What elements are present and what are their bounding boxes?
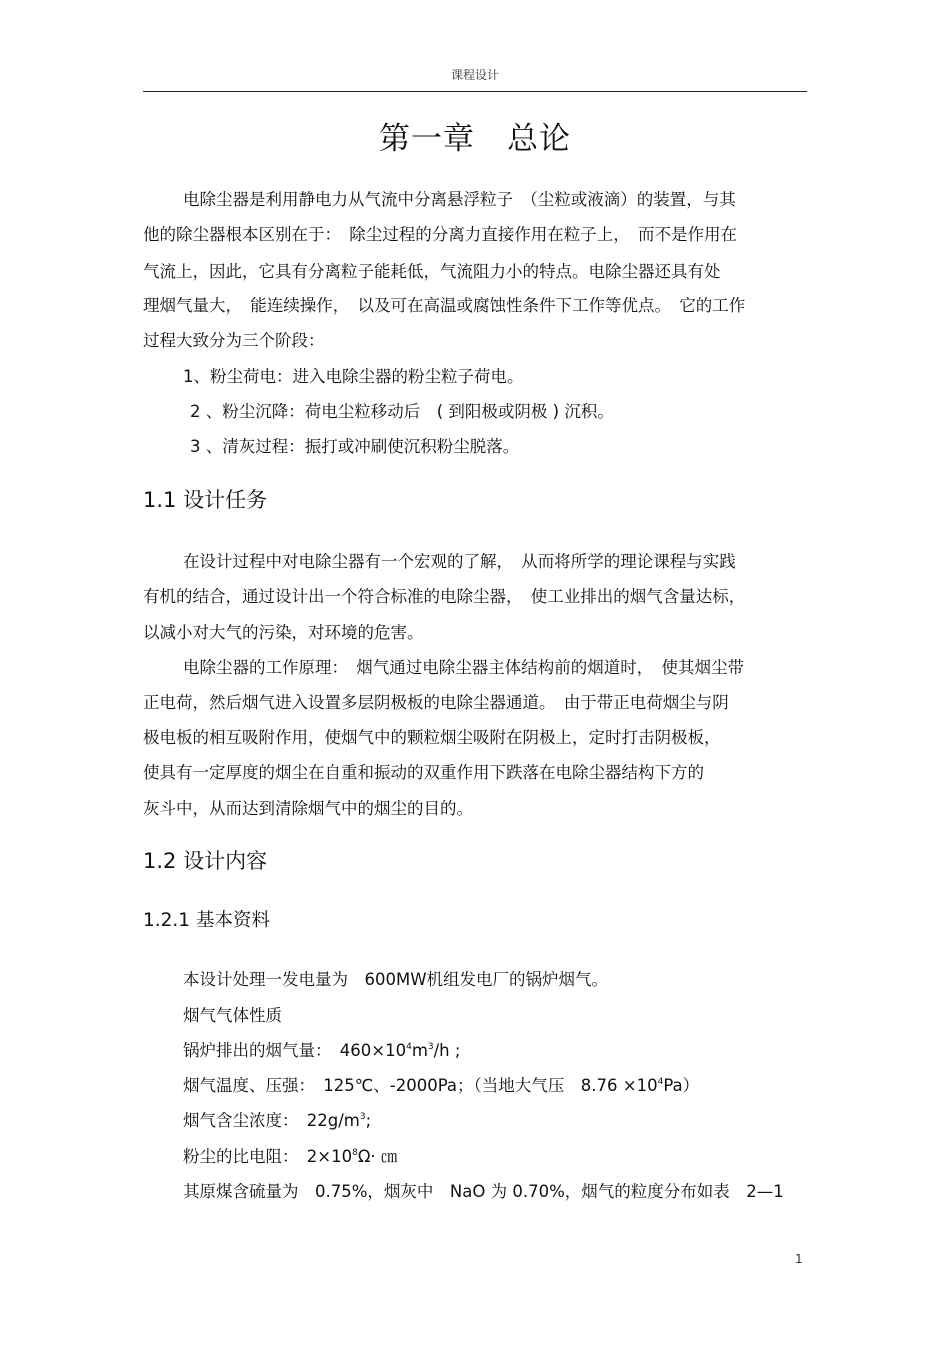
task-line-3: 以减小对大气的污染，对环境的危害。 <box>143 623 424 642</box>
principle-line-1: 电除尘器的工作原理： 烟气通过电除尘器主体结构前的烟道时， 使其烟尘带 <box>183 658 744 677</box>
data-line-gas-props: 烟气气体性质 <box>183 1006 282 1025</box>
section-1-2-title: 1.2 设计内容 <box>143 849 268 873</box>
intro-line-5: 过程大致分为三个阶段： <box>143 331 325 350</box>
task-line-1: 在设计过程中对电除尘器有一个宏观的了解， 从而将所学的理论课程与实践 <box>183 552 736 571</box>
stage-item-3: 3 、清灰过程：振打或冲刷使沉积粉尘脱落。 <box>190 437 520 456</box>
section-1-2-1-title: 1.2.1 基本资料 <box>143 910 270 931</box>
intro-line-3: 气流上，因此，它具有分离粒子能耗低，气流阻力小的特点。电除尘器还具有处 <box>143 262 721 281</box>
data-line-plant: 本设计处理一发电量为 600MW机组发电厂的锅炉烟气。 <box>183 970 609 989</box>
chapter-title: 第一章 总论 <box>379 121 571 157</box>
intro-line-1: 电除尘器是利用静电力从气流中分离悬浮粒子 （尘粒或液滴）的装置，与其 <box>183 190 736 209</box>
intro-line-2: 他的除尘器根本区别在于： 除尘过程的分离力直接作用在粒子上， 而不是作用在 <box>143 225 737 244</box>
principle-line-5: 灰斗中，从而达到清除烟气中的烟尘的目的。 <box>143 799 473 818</box>
data-line-coal-sulfur: 其原煤含硫量为 0.75%，烟灰中 NaO 为 0.70%，烟气的粒度分布如表 2—1 <box>183 1182 784 1201</box>
principle-line-2: 正电荷，然后烟气进入设置多层阴极板的电除尘器通道。 由于带正电荷烟尘与阴 <box>143 693 729 712</box>
section-1-1-title: 1.1 设计任务 <box>143 488 268 512</box>
task-line-2: 有机的结合，通过设计出一个符合标准的电除尘器， 使工业排出的烟气含量达标， <box>143 587 746 606</box>
data-line-gas-volume: 锅炉排出的烟气量： $460\times 10^4m^3/h$ ; <box>183 1041 461 1060</box>
data-line-dust-concentration: 烟气含尘浓度： $22g/m^3$; <box>183 1111 372 1130</box>
page-header: 课程设计 <box>450 68 499 82</box>
principle-line-4: 使具有一定厚度的烟尘在自重和振动的双重作用下跌落在电除尘器结构下方的 <box>143 763 704 782</box>
data-line-resistivity: 粉尘的比电阻： $2\times 10^8\Omega\cdot$ ㎝ <box>183 1147 398 1166</box>
intro-line-4: 理烟气量大， 能连续操作， 以及可在高温或腐蚀性条件下工作等优点。 它的工作 <box>143 296 746 315</box>
data-line-temp-pressure: 烟气温度、压强： 125℃、-2000Pa；（当地大气压 $8.76 \times 10^4Pa$） <box>183 1076 700 1095</box>
stage-item-2: 2 、粉尘沉降：荷电尘粒移动后 ( 到阳极或阴极 ) 沉积。 <box>190 402 614 421</box>
stage-item-1: 1、粉尘荷电：进入电除尘器的粉尘粒子荷电。 <box>183 367 524 386</box>
page-number: 1 <box>795 1252 803 1266</box>
header-rule <box>143 91 807 92</box>
principle-line-3: 极电板的相互吸附作用，使烟气中的颗粒烟尘吸附在阴极上，定时打击阴极板， <box>143 728 721 747</box>
